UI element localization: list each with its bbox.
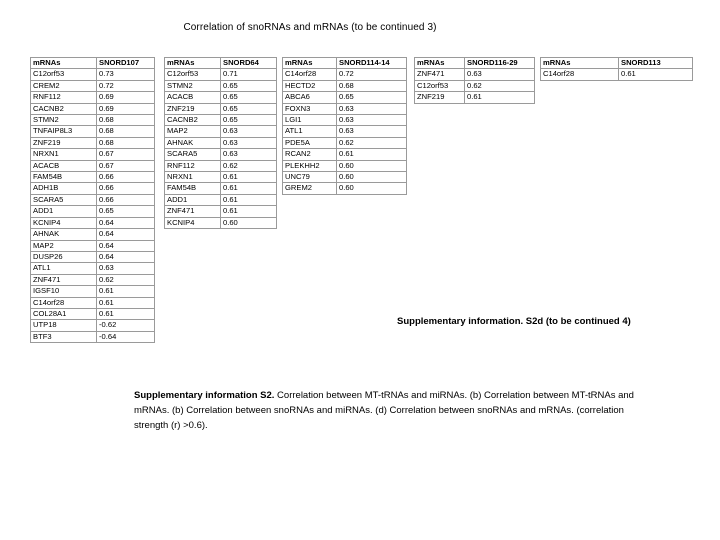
correlation-value-cell: 0.68	[97, 115, 155, 126]
table-row	[31, 92, 155, 103]
table-row	[165, 69, 277, 80]
table-row	[283, 80, 407, 91]
correlation-value-cell: 0.60	[337, 172, 407, 183]
gene-name-cell: ABCA6	[283, 92, 337, 103]
correlation-table-snord113	[540, 57, 693, 81]
gene-name-cell: RCAN2	[283, 149, 337, 160]
gene-name-cell: C14orf28	[541, 69, 619, 80]
gene-name-cell: AHNAK	[165, 137, 221, 148]
table-row	[31, 251, 155, 262]
table-row	[31, 286, 155, 297]
figure-caption	[134, 388, 654, 433]
correlation-value-cell: 0.65	[221, 92, 277, 103]
correlation-value-cell: 0.63	[97, 263, 155, 274]
gene-name-cell: ADD1	[31, 206, 97, 217]
correlation-value-cell: 0.61	[619, 69, 693, 80]
gene-name-cell: MAP2	[31, 240, 97, 251]
table-row	[165, 172, 277, 183]
correlation-value-cell: 0.61	[221, 172, 277, 183]
correlation-value-cell: 0.62	[97, 274, 155, 285]
gene-name-cell: C12orf53	[415, 80, 465, 91]
gene-name-cell: NRXN1	[31, 149, 97, 160]
gene-name-cell: FOXN3	[283, 103, 337, 114]
gene-name-cell: UTP18	[31, 320, 97, 331]
correlation-value-cell: 0.64	[97, 240, 155, 251]
table-row	[415, 92, 535, 103]
table-row	[283, 137, 407, 148]
table-row	[31, 160, 155, 171]
table-row	[31, 183, 155, 194]
correlation-value-cell: -0.62	[97, 320, 155, 331]
gene-name-cell: COL28A1	[31, 308, 97, 319]
correlation-value-cell: 0.61	[97, 308, 155, 319]
gene-name-cell: CACNB2	[165, 115, 221, 126]
table-header-row	[165, 58, 277, 69]
gene-name-cell: AHNAK	[31, 229, 97, 240]
table-row	[165, 115, 277, 126]
gene-name-cell: C12orf53	[165, 69, 221, 80]
table-row	[165, 103, 277, 114]
correlation-value-cell: 0.68	[97, 126, 155, 137]
table-row	[165, 160, 277, 171]
table-row	[165, 206, 277, 217]
gene-name-cell: HECTD2	[283, 80, 337, 91]
gene-name-cell: ZNF219	[31, 137, 97, 148]
table-row	[283, 115, 407, 126]
table-row	[31, 240, 155, 251]
table-row	[165, 126, 277, 137]
gene-name-cell: NRXN1	[165, 172, 221, 183]
gene-name-cell: KCNIP4	[31, 217, 97, 228]
gene-name-cell: STMN2	[31, 115, 97, 126]
table-header-row	[541, 58, 693, 69]
gene-name-cell: ZNF219	[415, 92, 465, 103]
correlation-value-cell: 0.64	[97, 229, 155, 240]
table-row	[165, 137, 277, 148]
correlation-value-cell: 0.69	[97, 103, 155, 114]
gene-name-cell: STMN2	[165, 80, 221, 91]
correlation-value-cell: 0.72	[97, 80, 155, 91]
gene-name-cell: C12orf53	[31, 69, 97, 80]
table-row	[31, 229, 155, 240]
gene-name-cell: KCNIP4	[165, 217, 221, 228]
correlation-value-cell: 0.67	[97, 160, 155, 171]
correlation-value-cell: 0.61	[97, 297, 155, 308]
gene-name-cell: ATL1	[283, 126, 337, 137]
gene-name-cell: FAM54B	[31, 172, 97, 183]
page-title: Correlation of snoRNAs and mRNAs (to be continued 3)	[183, 22, 437, 33]
table-row	[31, 194, 155, 205]
correlation-value-cell: 0.73	[97, 69, 155, 80]
column-header-mrnas: mRNAs	[541, 58, 619, 69]
correlation-value-cell: 0.65	[337, 92, 407, 103]
table-row	[31, 137, 155, 148]
table-row	[283, 69, 407, 80]
table-row	[31, 126, 155, 137]
correlation-table-snord107	[30, 57, 155, 343]
gene-name-cell: IGSF10	[31, 286, 97, 297]
gene-name-cell: ATL1	[31, 263, 97, 274]
column-header-mrnas: mRNAs	[283, 58, 337, 69]
column-header-snorna: SNORD114-14	[337, 58, 407, 69]
caption-heading: Supplementary information S2.	[134, 390, 275, 401]
gene-name-cell: ZNF471	[415, 69, 465, 80]
gene-name-cell: C14orf28	[283, 69, 337, 80]
correlation-value-cell: 0.65	[221, 103, 277, 114]
table-row	[283, 92, 407, 103]
correlation-value-cell: 0.61	[221, 194, 277, 205]
gene-name-cell: ZNF471	[31, 274, 97, 285]
correlation-value-cell: 0.65	[221, 80, 277, 91]
table-row	[31, 149, 155, 160]
correlation-value-cell: 0.66	[97, 172, 155, 183]
correlation-value-cell: 0.67	[97, 149, 155, 160]
correlation-value-cell: 0.66	[97, 194, 155, 205]
correlation-value-cell: 0.63	[221, 149, 277, 160]
supplementary-s2d-label: Supplementary information. S2d (to be continued 4)	[397, 316, 631, 327]
correlation-table-snord64	[164, 57, 277, 229]
correlation-value-cell: 0.69	[97, 92, 155, 103]
table-row	[31, 80, 155, 91]
table-row	[165, 149, 277, 160]
table-row	[31, 115, 155, 126]
table-row	[31, 308, 155, 319]
column-header-snorna: SNORD116-29	[465, 58, 535, 69]
correlation-value-cell: 0.66	[97, 183, 155, 194]
correlation-value-cell: 0.61	[221, 206, 277, 217]
table-row	[283, 149, 407, 160]
table-row	[31, 103, 155, 114]
table-row	[415, 80, 535, 91]
column-header-mrnas: mRNAs	[415, 58, 465, 69]
column-header-mrnas: mRNAs	[165, 58, 221, 69]
correlation-value-cell: 0.71	[221, 69, 277, 80]
table-row	[31, 274, 155, 285]
table-row	[283, 103, 407, 114]
table-row	[31, 297, 155, 308]
table-row	[165, 183, 277, 194]
column-header-snorna: SNORD113	[619, 58, 693, 69]
gene-name-cell: RNF112	[165, 160, 221, 171]
table-row	[165, 92, 277, 103]
table-row	[31, 331, 155, 342]
gene-name-cell: FAM54B	[165, 183, 221, 194]
gene-name-cell: ADH1B	[31, 183, 97, 194]
correlation-value-cell: 0.62	[221, 160, 277, 171]
gene-name-cell: BTF3	[31, 331, 97, 342]
table-header-row	[415, 58, 535, 69]
gene-name-cell: UNC79	[283, 172, 337, 183]
correlation-table-snord114-14	[282, 57, 407, 195]
table-row	[283, 183, 407, 194]
correlation-value-cell: -0.64	[97, 331, 155, 342]
table-row	[165, 80, 277, 91]
correlation-value-cell: 0.61	[221, 183, 277, 194]
correlation-value-cell: 0.60	[221, 217, 277, 228]
gene-name-cell: PDE5A	[283, 137, 337, 148]
correlation-value-cell: 0.62	[465, 80, 535, 91]
table-row	[283, 160, 407, 171]
gene-name-cell: CREM2	[31, 80, 97, 91]
table-header-row	[31, 58, 155, 69]
correlation-table-snord116-29	[414, 57, 535, 104]
correlation-value-cell: 0.60	[337, 183, 407, 194]
gene-name-cell: MAP2	[165, 126, 221, 137]
gene-name-cell: DUSP26	[31, 251, 97, 262]
table-row	[283, 126, 407, 137]
gene-name-cell: ACACB	[165, 92, 221, 103]
correlation-value-cell: 0.62	[337, 137, 407, 148]
table-row	[415, 69, 535, 80]
table-row	[31, 69, 155, 80]
table-row	[31, 320, 155, 331]
gene-name-cell: RNF112	[31, 92, 97, 103]
gene-name-cell: PLEKHH2	[283, 160, 337, 171]
correlation-value-cell: 0.65	[97, 206, 155, 217]
correlation-value-cell: 0.65	[221, 115, 277, 126]
gene-name-cell: TNFAIP8L3	[31, 126, 97, 137]
gene-name-cell: ZNF471	[165, 206, 221, 217]
gene-name-cell: ACACB	[31, 160, 97, 171]
correlation-value-cell: 0.63	[337, 103, 407, 114]
correlation-value-cell: 0.63	[337, 126, 407, 137]
gene-name-cell: GREM2	[283, 183, 337, 194]
column-header-snorna: SNORD64	[221, 58, 277, 69]
correlation-value-cell: 0.60	[337, 160, 407, 171]
table-row	[165, 217, 277, 228]
correlation-value-cell: 0.61	[97, 286, 155, 297]
gene-name-cell: SCARA5	[165, 149, 221, 160]
gene-name-cell: ZNF219	[165, 103, 221, 114]
column-header-mrnas: mRNAs	[31, 58, 97, 69]
correlation-value-cell: 0.64	[97, 217, 155, 228]
table-row	[165, 194, 277, 205]
table-row	[31, 217, 155, 228]
gene-name-cell: C14orf28	[31, 297, 97, 308]
correlation-value-cell: 0.61	[465, 92, 535, 103]
correlation-value-cell: 0.63	[221, 126, 277, 137]
correlation-value-cell: 0.72	[337, 69, 407, 80]
gene-name-cell: CACNB2	[31, 103, 97, 114]
gene-name-cell: SCARA5	[31, 194, 97, 205]
table-row	[283, 172, 407, 183]
correlation-value-cell: 0.63	[465, 69, 535, 80]
table-row	[31, 172, 155, 183]
caption-text: Correlation between MT-tRNAs and miRNAs. (b) Correlation between MT-tRNAs and mRNAs. (b) Correlation between snoRNAs and miRNAs. (d) Correlation between snoRNAs and mRNAs. (correlation strength (r) >0.6).	[134, 390, 634, 431]
table-row	[31, 206, 155, 217]
correlation-value-cell: 0.64	[97, 251, 155, 262]
table-header-row	[283, 58, 407, 69]
table-row	[31, 263, 155, 274]
correlation-value-cell: 0.68	[337, 80, 407, 91]
correlation-value-cell: 0.63	[337, 115, 407, 126]
correlation-value-cell: 0.61	[337, 149, 407, 160]
gene-name-cell: LGI1	[283, 115, 337, 126]
correlation-value-cell: 0.63	[221, 137, 277, 148]
gene-name-cell: ADD1	[165, 194, 221, 205]
table-row	[541, 69, 693, 80]
correlation-value-cell: 0.68	[97, 137, 155, 148]
column-header-snorna: SNORD107	[97, 58, 155, 69]
